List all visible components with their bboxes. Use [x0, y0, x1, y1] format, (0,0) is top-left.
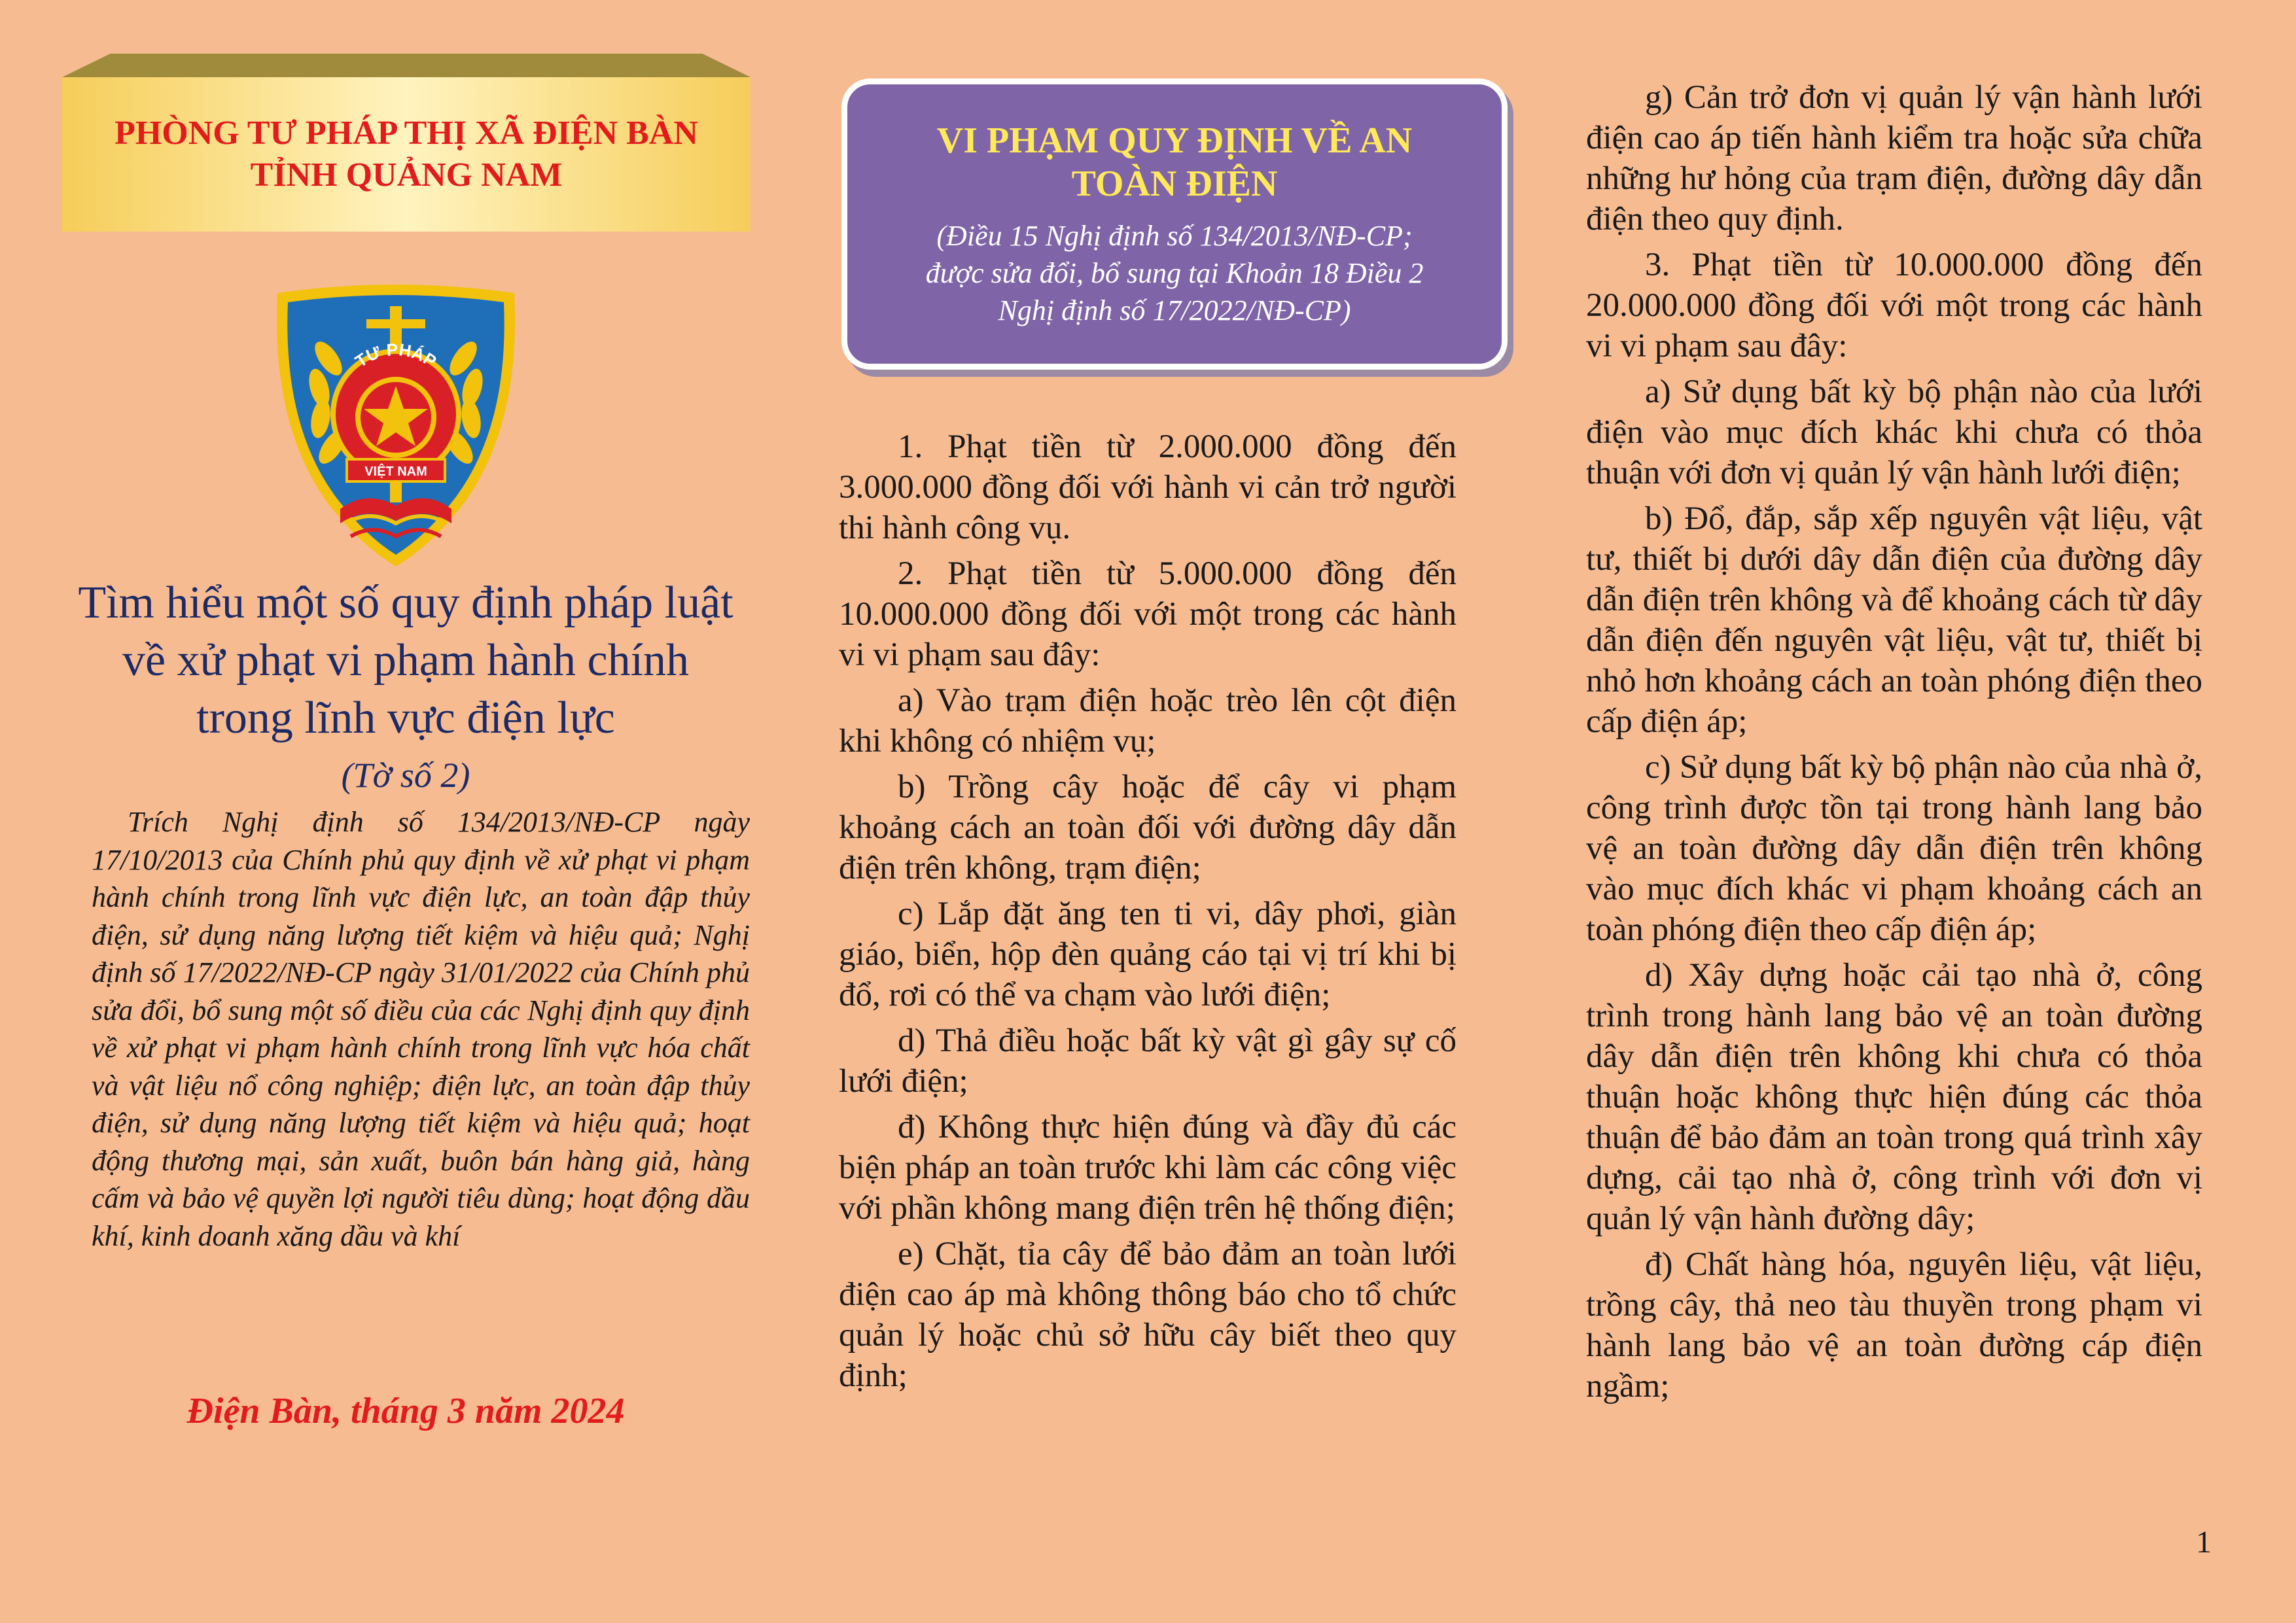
- emblem-ribbon-text: VIỆT NAM: [364, 464, 427, 479]
- org-name-line2: TỈNH QUẢNG NAM: [250, 156, 563, 194]
- banner-body: [62, 77, 751, 232]
- header-banner: [62, 54, 751, 232]
- paragraph: 2. Phạt tiền từ 5.000.000 đồng đến 10.000.000 đồng đối với một trong các hành vi vi phạm sau đây:: [839, 555, 1457, 673]
- paragraph: b) Trồng cây hoặc để cây vi phạm khoảng cách an toàn đối với đường dây dẫn điện trên không, trạm điện;: [839, 769, 1457, 886]
- column-2-body: [839, 427, 1457, 1401]
- page-number: 1: [2196, 1525, 2212, 1560]
- section-title-box: [841, 79, 1508, 370]
- banner-bevel: [62, 54, 751, 77]
- section-title-line2: TOÀN ĐIỆN: [1071, 164, 1278, 204]
- main-title: [46, 574, 766, 747]
- emblem-arc-text: TƯ PHÁP: [351, 340, 440, 372]
- section-subtitle-line3: Nghị định số 17/2022/NĐ-CP): [998, 294, 1351, 326]
- paragraph: d) Xây dựng hoặc cải tạo nhà ở, công trình trong hành lang bảo vệ an toàn đường dây dẫn điện trên không khi chưa có thỏa thuận hoặc không thực hiện đúng các thỏa thuận để bảo đảm an toàn trong quá trình xây dựng, cải tạo nhà ở, công trình với đơn vị quản lý vận hành đường dây;: [1586, 957, 2202, 1237]
- section-subtitle-line2: được sửa đổi, bổ sung tại Khoản 18 Điều 2: [925, 257, 1424, 289]
- section-subtitle-line1: (Điều 15 Nghị định số 134/2013/NĐ-CP;: [936, 220, 1413, 252]
- column-3-body: [1586, 77, 2202, 1412]
- place-date: Điện Bàn, tháng 3 năm 2024: [186, 1391, 625, 1431]
- paragraph: 1. Phạt tiền từ 2.000.000 đồng đến 3.000.000 đồng đối với hành vi cản trở người thi hành công vụ.: [839, 428, 1457, 546]
- paragraph: đ) Chất hàng hóa, nguyên liệu, vật liệu, trồng cây, thả neo tàu thuyền trong phạm vi hành lang bảo vệ an toàn đường cáp điện ngầm;: [1586, 1246, 2202, 1405]
- main-title-line3: trong lĩnh vực điện lực: [196, 693, 615, 743]
- main-title-line1: Tìm hiểu một số quy định pháp luật: [78, 578, 733, 628]
- paragraph: g) Cản trở đơn vị quản lý vận hành lưới điện cao áp tiến hành kiểm tra hoặc sửa chữa những hư hỏng của trạm điện, đường dây dẫn điện theo quy định.: [1586, 79, 2202, 237]
- paragraph: đ) Không thực hiện đúng và đầy đủ các biện pháp an toàn trước khi làm các công việc với phần không mang điện trên hệ thống điện;: [839, 1109, 1457, 1227]
- paragraph: d) Thả điều hoặc bất kỳ vật gì gây sự cố lưới điện;: [839, 1022, 1457, 1100]
- paragraph: c) Lắp đặt ăng ten ti vi, dây phơi, giàn giáo, biển, hộp đèn quảng cáo tại vị trí khi bị đổ, rơi có thể va chạm vào lưới điện;: [839, 896, 1457, 1013]
- section-title-line1: VI PHẠM QUY ĐỊNH VỀ AN: [936, 120, 1413, 161]
- main-title-line2: về xử phạt vi phạm hành chính: [122, 635, 690, 686]
- paragraph: c) Sử dụng bất kỳ bộ phận nào của nhà ở, công trình được tồn tại trong hành lang bảo vệ an toàn đường dây dẫn điện trên không vào mục đích khác vi phạm khoảng cách an toàn phóng điện theo cấp điện áp;: [1586, 749, 2202, 948]
- paragraph: a) Vào trạm điện hoặc trèo lên cột điện khi không có nhiệm vụ;: [839, 682, 1457, 759]
- excerpt-text: Trích Nghị định số 134/2013/NĐ-CP ngày 17/10/2013 của Chính phủ quy định về xử phạt vi phạm hành chính trong lĩnh vực điện lực, an toàn đập thủy điện, sử dụng năng lượng tiết kiệm và hiệu quả; Nghị định số 17/2022/NĐ-CP ngày 31/01/2022 của Chính phủ sửa đổi, bổ sung một số điều của các Nghị định quy định về xử phạt vi phạm hành chính trong lĩnh vực hóa chất và vật liệu nổ công nghiệp; điện lực, an toàn đập thủy điện, sử dụng năng lượng tiết kiệm và hiệu quả; hoạt động thương mại, sản xuất, buôn bán hàng giả, hàng cấm và bảo vệ quyền lợi người tiêu dùng; hoạt động dầu khí, kinh doanh xăng dầu và khí: [92, 806, 750, 1252]
- section-subtitle: [926, 217, 1424, 329]
- paragraph: b) Đổ, đắp, sắp xếp nguyên vật liệu, vật tư, thiết bị dưới dây dẫn điện của đường dây dẫn điện trên không và để khoảng cách từ dây dẫn điện đến nguyên vật liệu, vật tư, thiết bị nhỏ hơn khoảng cách an toàn phóng điện theo cấp điện áp;: [1586, 500, 2202, 740]
- org-name-line1: PHÒNG TƯ PHÁP THỊ XÃ ĐIỆN BÀN: [115, 114, 698, 152]
- paragraph: 3. Phạt tiền từ 10.000.000 đồng đến 20.000.000 đồng đối với một trong các hành vi vi phạm sau đây:: [1586, 247, 2202, 364]
- sheet-number: (Tờ số 2): [341, 756, 470, 795]
- paragraph: e) Chặt, tỉa cây để bảo đảm an toàn lưới điện cao áp mà không thông báo cho tổ chức quản lý hoặc chủ sở hữu cây biết theo quy định;: [839, 1236, 1457, 1394]
- tu-phap-emblem-icon: [268, 280, 523, 568]
- paragraph: a) Sử dụng bất kỳ bộ phận nào của lưới điện vào mục đích khác khi chưa có thỏa thuận với đơn vị quản lý vận hành lưới điện;: [1586, 374, 2202, 491]
